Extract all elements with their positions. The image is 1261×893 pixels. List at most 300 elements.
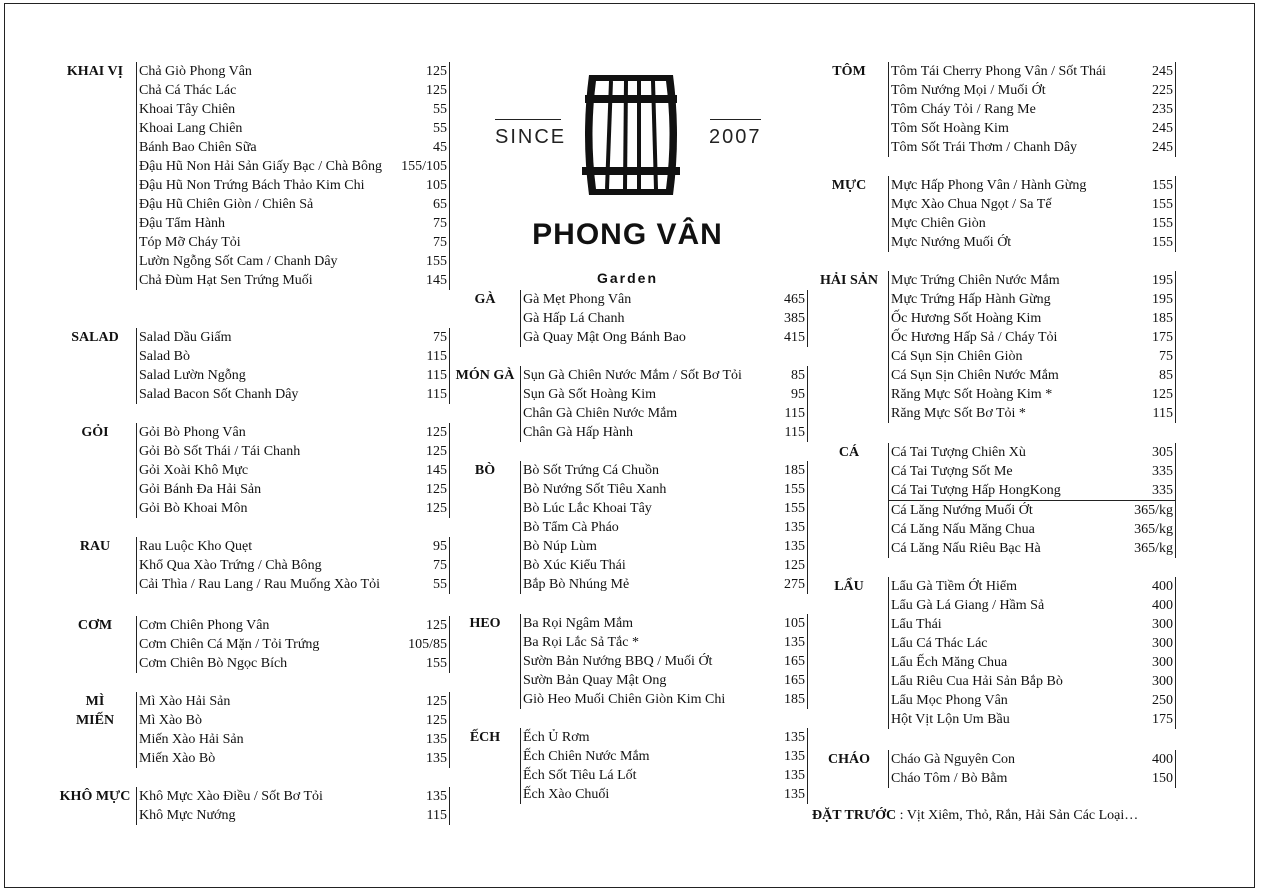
menu-item-name: Bò Núp Lùm	[523, 539, 597, 554]
menu-item-name: Đậu Hũ Chiên Giòn / Chiên Sả	[139, 197, 314, 212]
menu-item	[137, 157, 449, 176]
menu-item	[137, 252, 449, 271]
menu-item-price: 135	[426, 751, 447, 766]
menu-item-name: Cải Thìa / Rau Lang / Rau Muống Xào Tỏi	[139, 577, 380, 592]
section-items	[888, 176, 1176, 252]
menu-item	[137, 749, 449, 768]
menu-item-price: 465	[784, 292, 805, 307]
section-title-line: HEO	[469, 616, 501, 631]
menu-item	[137, 616, 449, 635]
section-title-line: GÀ	[474, 292, 496, 307]
menu-item-name: Lườn Ngỗng Sốt Cam / Chanh Dây	[139, 254, 338, 269]
menu-item	[521, 404, 807, 423]
menu-item-name: Cá Lăng Nướng Muối Ớt	[891, 503, 1033, 518]
section-title	[452, 366, 518, 385]
menu-item-name: Mực Chiên Giòn	[891, 216, 986, 231]
menu-item-name: Tôm Nướng Mọi / Muối Ớt	[891, 83, 1046, 98]
menu-item-price: 125	[426, 713, 447, 728]
section-items	[520, 366, 808, 442]
menu-item-name: Mực Trứng Chiên Nước Mắm	[891, 273, 1060, 288]
menu-item	[889, 443, 1175, 462]
menu-item-name: Răng Mực Sốt Hoàng Kim *	[891, 387, 1053, 402]
menu-item-price: 415	[784, 330, 805, 345]
menu-item-price: 225	[1152, 83, 1173, 98]
menu-item	[521, 328, 807, 347]
menu-item	[889, 404, 1175, 423]
section-title-line: KHÔ MỰC	[59, 789, 131, 804]
menu-item	[889, 328, 1175, 347]
menu-item	[137, 499, 449, 518]
menu-item-name: Salad Bacon Sốt Chanh Dây	[139, 387, 299, 402]
section-title	[54, 616, 136, 635]
menu-item-price: 125	[426, 501, 447, 516]
menu-item	[137, 62, 449, 81]
menu-item-price: 45	[433, 140, 447, 155]
section-items	[520, 728, 808, 804]
menu-item-price: 135	[784, 635, 805, 650]
menu-item	[137, 442, 449, 461]
menu-item-name: Hột Vịt Lộn Um Bầu	[891, 712, 1010, 727]
menu-item-price: 245	[1152, 121, 1173, 136]
menu-item-price: 135	[426, 789, 447, 804]
menu-item-price: 195	[1152, 273, 1173, 288]
menu-item	[889, 214, 1175, 233]
menu-item	[521, 575, 807, 594]
section-items	[888, 443, 1176, 558]
section-title	[54, 537, 136, 556]
menu-item-price: 300	[1152, 674, 1173, 689]
section-title	[810, 271, 888, 290]
menu-item	[889, 271, 1175, 290]
menu-item-price: 300	[1152, 617, 1173, 632]
menu-item	[521, 652, 807, 671]
menu-item-price: 55	[433, 102, 447, 117]
menu-item-price: 305	[1152, 445, 1173, 460]
menu-item-price: 125	[1152, 387, 1173, 402]
menu-item	[521, 480, 807, 499]
menu-item	[137, 366, 449, 385]
menu-item	[137, 81, 449, 100]
menu-item-name: Bò Xúc Kiểu Thái	[523, 558, 626, 573]
section-items	[136, 787, 450, 825]
menu-item-price: 155	[426, 254, 447, 269]
menu-item-name: Ếch Ủ Rơm	[523, 730, 590, 745]
menu-item-name: Ếch Sốt Tiêu Lá Lốt	[523, 768, 637, 783]
section-items	[136, 423, 450, 518]
menu-item	[137, 119, 449, 138]
menu-item-name: Salad Bò	[139, 349, 190, 364]
menu-item	[521, 556, 807, 575]
menu-item-name: Ếch Chiên Nước Mắm	[523, 749, 650, 764]
preorder-note	[812, 808, 1138, 824]
menu-item-price: 75	[433, 216, 447, 231]
menu-item	[889, 290, 1175, 309]
menu-item-name: Lẩu Gà Lá Giang / Hầm Sả	[891, 598, 1045, 613]
menu-item	[137, 806, 449, 825]
menu-item-name: Gỏi Xoài Khô Mực	[139, 463, 249, 478]
menu-item-name: Salad Dầu Giấm	[139, 330, 232, 345]
menu-item	[521, 423, 807, 442]
menu-item-price: 115	[426, 368, 447, 383]
menu-item-price: 155	[1152, 178, 1173, 193]
section-title	[810, 62, 888, 81]
menu-item-name: Đậu Hũ Non Trứng Bách Thảo Kim Chi	[139, 178, 365, 193]
menu-item-price: 135	[426, 732, 447, 747]
menu-item-name: Bắp Bò Nhúng Mẻ	[523, 577, 630, 592]
menu-item-price: 145	[426, 273, 447, 288]
menu-item	[521, 690, 807, 709]
menu-item-name: Rau Luộc Kho Quẹt	[139, 539, 253, 554]
menu-item-price: 400	[1152, 752, 1173, 767]
menu-item-price: 335	[1152, 464, 1173, 479]
section-title	[452, 728, 518, 747]
menu-item-price: 55	[433, 577, 447, 592]
menu-item	[889, 309, 1175, 328]
menu-item	[137, 635, 449, 654]
menu-item	[889, 347, 1175, 366]
logo-year: 2007	[709, 126, 762, 148]
menu-item-name: Chân Gà Hấp Hành	[523, 425, 634, 440]
menu-item-price: 135	[784, 730, 805, 745]
menu-item-price: 115	[426, 808, 447, 823]
menu-item-price: 175	[1152, 712, 1173, 727]
menu-item-price: 85	[791, 368, 805, 383]
menu-item	[137, 176, 449, 195]
menu-item-price: 125	[426, 618, 447, 633]
menu-item-price: 75	[433, 558, 447, 573]
menu-item-price: 135	[784, 520, 805, 535]
menu-item-name: Chả Giò Phong Vân	[139, 64, 252, 79]
menu-item-price: 95	[433, 539, 447, 554]
section-title	[54, 787, 136, 806]
menu-item	[521, 385, 807, 404]
menu-item	[521, 633, 807, 652]
menu-item-price: 115	[784, 425, 805, 440]
menu-item	[521, 785, 807, 804]
preorder-text: : Vịt Xiêm, Thỏ, Rắn, Hải Sản Các Loại…	[896, 808, 1139, 823]
section-title-line: CƠM	[77, 618, 113, 633]
menu-item	[137, 195, 449, 214]
menu-item	[521, 499, 807, 518]
menu-item	[889, 710, 1175, 729]
menu-item	[889, 634, 1175, 653]
menu-item	[889, 62, 1175, 81]
menu-item-name: Sụn Gà Chiên Nước Mắm / Sốt Bơ Tỏi	[523, 368, 742, 383]
menu-item-price: 125	[426, 444, 447, 459]
menu-item-name: Ba Rọi Ngâm Mắm	[523, 616, 634, 631]
menu-item-name: Tôm Sốt Hoàng Kim	[891, 121, 1009, 136]
menu-item	[137, 423, 449, 442]
menu-item-name: Lẩu Ếch Măng Chua	[891, 655, 1008, 670]
menu-item	[889, 539, 1175, 558]
menu-item	[137, 654, 449, 673]
menu-item-price: 155	[1152, 216, 1173, 231]
menu-item-price: 365/kg	[1134, 522, 1173, 537]
menu-item	[889, 750, 1175, 769]
section-title	[810, 750, 888, 769]
menu-item-price: 75	[433, 330, 447, 345]
menu-item-price: 155	[426, 656, 447, 671]
menu-item-price: 365/kg	[1134, 541, 1173, 556]
section-title-line: RAU	[79, 539, 111, 554]
menu-item	[889, 769, 1175, 788]
menu-item-name: Tôm Sốt Trái Thơm / Chanh Dây	[891, 140, 1078, 155]
menu-item-price: 125	[426, 482, 447, 497]
menu-item-name: Mực Hấp Phong Vân / Hành Gừng	[891, 178, 1087, 193]
menu-item-name: Cá Tai Tượng Hấp HongKong	[891, 483, 1061, 498]
menu-item-name: Ba Rọi Lắc Sả Tắc *	[523, 635, 639, 650]
menu-item-name: Bò Lúc Lắc Khoai Tây	[523, 501, 652, 516]
logo-since: SINCE	[495, 126, 567, 148]
section-title-line: LẨU	[834, 579, 864, 594]
menu-item-name: Bò Sốt Trứng Cá Chuồn	[523, 463, 659, 478]
menu-item-name: Lẩu Thái	[891, 617, 942, 632]
menu-item	[889, 233, 1175, 252]
menu-item	[521, 309, 807, 328]
menu-item	[521, 728, 807, 747]
menu-item	[137, 100, 449, 119]
section-items	[136, 616, 450, 673]
menu-item	[889, 501, 1175, 520]
menu-item	[137, 385, 449, 404]
menu-item-name: Miến Xào Hải Sản	[139, 732, 244, 747]
section-items	[136, 328, 450, 404]
menu-item	[521, 766, 807, 785]
menu-item-price: 400	[1152, 598, 1173, 613]
menu-item-name: Gà Mẹt Phong Vân	[523, 292, 632, 307]
menu-item-price: 300	[1152, 655, 1173, 670]
section-items	[520, 461, 808, 594]
menu-item-name: Ốc Hương Hấp Sả / Cháy Tỏi	[891, 330, 1058, 345]
menu-item-name: Ếch Xào Chuối	[523, 787, 610, 802]
menu-item	[137, 711, 449, 730]
menu-item-name: Sườn Bản Nướng BBQ / Muối Ớt	[523, 654, 713, 669]
section-title	[54, 692, 136, 730]
menu-item-name: Bò Tẩm Cà Pháo	[523, 520, 619, 535]
menu-item-price: 185	[1152, 311, 1173, 326]
menu-item	[137, 214, 449, 233]
menu-item	[889, 672, 1175, 691]
menu-item-price: 155	[1152, 197, 1173, 212]
menu-item-price: 135	[784, 768, 805, 783]
menu-item	[137, 480, 449, 499]
menu-item-price: 155/105	[401, 159, 447, 174]
menu-item-name: Giò Heo Muối Chiên Giòn Kim Chi	[523, 692, 726, 707]
menu-item-name: Cháo Gà Nguyên Con	[891, 752, 1016, 767]
brand-subtitle: Garden	[596, 270, 658, 286]
menu-item-name: Chân Gà Chiên Nước Mắm	[523, 406, 678, 421]
section-title-line: HẢI SẢN	[820, 273, 878, 288]
menu-item-price: 125	[426, 64, 447, 79]
menu-item-name: Mực Xào Chua Ngọt / Sa Tế	[891, 197, 1052, 212]
section-title-line: MIẾN	[75, 713, 115, 728]
menu-item-price: 155	[784, 482, 805, 497]
menu-item	[521, 366, 807, 385]
menu-item-name: Tôm Cháy Tỏi / Rang Me	[891, 102, 1036, 117]
menu-item	[889, 81, 1175, 100]
logo-rule-right	[710, 119, 761, 120]
menu-item-price: 385	[784, 311, 805, 326]
section-title-line: CÁ	[838, 445, 860, 460]
menu-item-price: 185	[784, 463, 805, 478]
menu-item-price: 155	[1152, 235, 1173, 250]
menu-item-price: 105	[426, 178, 447, 193]
menu-item-name: Gà Hấp Lá Chanh	[523, 311, 625, 326]
menu-item-name: Lẩu Riêu Cua Hải Sản Bắp Bò	[891, 674, 1063, 689]
section-title	[810, 577, 888, 596]
section-items	[888, 750, 1176, 788]
menu-item-name: Đậu Tẩm Hành	[139, 216, 226, 231]
menu-item	[137, 233, 449, 252]
menu-item-name: Cá Lăng Nấu Măng Chua	[891, 522, 1035, 537]
menu-item-price: 115	[426, 387, 447, 402]
menu-item-name: Gỏi Bánh Đa Hải Sản	[139, 482, 262, 497]
menu-item-price: 155	[784, 501, 805, 516]
section-items	[888, 271, 1176, 423]
menu-item-name: Khoai Tây Chiên	[139, 102, 236, 117]
section-title-line: MỰC	[831, 178, 867, 193]
section-items	[520, 290, 808, 347]
menu-item-name: Cá Sụn Sịn Chiên Giòn	[891, 349, 1023, 364]
menu-item-price: 55	[433, 121, 447, 136]
brand-name: PHONG VÂN	[532, 218, 723, 251]
menu-item-name: Mì Xào Hải Sản	[139, 694, 231, 709]
menu-item-price: 125	[426, 694, 447, 709]
section-items	[136, 692, 450, 768]
menu-item-price: 165	[784, 654, 805, 669]
menu-item-price: 150	[1152, 771, 1173, 786]
menu-item	[521, 461, 807, 480]
menu-item-price: 135	[784, 539, 805, 554]
menu-item	[137, 328, 449, 347]
menu-item	[137, 730, 449, 749]
barrel-icon	[579, 71, 683, 199]
menu-item-name: Khô Mực Xào Điều / Sốt Bơ Tỏi	[139, 789, 323, 804]
menu-item-name: Cơm Chiên Bò Ngọc Bích	[139, 656, 288, 671]
menu-item-price: 65	[433, 197, 447, 212]
section-items	[888, 62, 1176, 157]
menu-item-price: 335	[1152, 483, 1173, 498]
section-items	[520, 614, 808, 709]
menu-item	[521, 614, 807, 633]
menu-item	[521, 537, 807, 556]
menu-item-name: Gỏi Bò Phong Vân	[139, 425, 246, 440]
menu-item	[889, 176, 1175, 195]
menu-item-price: 115	[426, 349, 447, 364]
menu-item	[137, 556, 449, 575]
menu-item-name: Khổ Qua Xào Trứng / Chà Bông	[139, 558, 322, 573]
menu-item	[889, 691, 1175, 710]
menu-item-name: Cơm Chiên Phong Vân	[139, 618, 270, 633]
menu-item-price: 125	[426, 83, 447, 98]
menu-item-price: 135	[784, 749, 805, 764]
section-title-line: TÔM	[832, 64, 866, 79]
menu-item-name: Tóp Mỡ Cháy Tỏi	[139, 235, 241, 250]
menu-item	[137, 271, 449, 290]
menu-item-price: 85	[1159, 368, 1173, 383]
menu-item-price: 300	[1152, 636, 1173, 651]
menu-item-price: 135	[784, 787, 805, 802]
menu-item-name: Chả Đùm Hạt Sen Trứng Muối	[139, 273, 313, 288]
menu-item	[889, 366, 1175, 385]
menu-item-name: Bò Nướng Sốt Tiêu Xanh	[523, 482, 667, 497]
menu-item	[521, 671, 807, 690]
menu-item	[137, 575, 449, 594]
menu-item-name: Đậu Hũ Non Hải Sản Giấy Bạc / Chà Bông	[139, 159, 383, 174]
menu-item-price: 175	[1152, 330, 1173, 345]
section-items	[136, 537, 450, 594]
menu-item	[521, 518, 807, 537]
menu-item	[137, 537, 449, 556]
menu-item-name: Mực Trứng Hấp Hành Gừng	[891, 292, 1051, 307]
menu-item-price: 145	[426, 463, 447, 478]
menu-item-name: Bánh Bao Chiên Sữa	[139, 140, 257, 155]
menu-item-name: Lẩu Cá Thác Lác	[891, 636, 988, 651]
section-title-line: BÒ	[474, 463, 496, 478]
menu-item	[521, 747, 807, 766]
menu-item	[137, 138, 449, 157]
section-title-line: MÌ	[85, 694, 105, 709]
menu-item-price: 95	[791, 387, 805, 402]
menu-item	[889, 100, 1175, 119]
menu-item-name: Cá Tai Tượng Sốt Me	[891, 464, 1013, 479]
menu-item-price: 125	[426, 425, 447, 440]
menu-item-price: 235	[1152, 102, 1173, 117]
menu-item	[137, 787, 449, 806]
menu-item-price: 195	[1152, 292, 1173, 307]
section-title	[54, 423, 136, 442]
menu-item	[889, 481, 1175, 501]
menu-item	[137, 692, 449, 711]
preorder-label: ĐẶT TRƯỚC	[812, 808, 897, 823]
menu-item-name: Salad Lườn Ngỗng	[139, 368, 246, 383]
menu-item-name: Cá Sụn Sịn Chiên Nước Mắm	[891, 368, 1059, 383]
menu-item-name: Gà Quay Mật Ong Bánh Bao	[523, 330, 686, 345]
menu-item-name: Mì Xào Bò	[139, 713, 202, 728]
section-title-line: CHÁO	[828, 752, 870, 767]
section-title-line: MÓN GÀ	[455, 368, 515, 383]
menu-item-name: Miến Xào Bò	[139, 751, 216, 766]
menu-item-price: 165	[784, 673, 805, 688]
menu-item-price: 245	[1152, 64, 1173, 79]
restaurant-logo	[455, 68, 800, 293]
menu-item-price: 115	[784, 406, 805, 421]
menu-item	[889, 596, 1175, 615]
menu-item-name: Lẩu Gà Tiềm Ớt Hiểm	[891, 579, 1017, 594]
section-title	[452, 461, 518, 480]
section-items	[888, 577, 1176, 729]
menu-item	[137, 347, 449, 366]
menu-item	[889, 615, 1175, 634]
menu-item	[889, 653, 1175, 672]
menu-item-name: Cháo Tôm / Bò Bằm	[891, 771, 1008, 786]
menu-item-price: 75	[1159, 349, 1173, 364]
menu-item	[889, 577, 1175, 596]
menu-item-price: 115	[1152, 406, 1173, 421]
menu-item-name: Cơm Chiên Cá Mặn / Tỏi Trứng	[139, 637, 320, 652]
menu-item-name: Sụn Gà Sốt Hoàng Kim	[523, 387, 656, 402]
menu-item-name: Tôm Tái Cherry Phong Vân / Sốt Thái	[891, 64, 1107, 79]
menu-item-price: 250	[1152, 693, 1173, 708]
logo-rule-left	[495, 119, 561, 120]
menu-item-name: Cá Tai Tượng Chiên Xù	[891, 445, 1026, 460]
menu-item-name: Gỏi Bò Khoai Môn	[139, 501, 248, 516]
section-title	[54, 328, 136, 347]
menu-item	[889, 119, 1175, 138]
menu-item-name: Khô Mực Nướng	[139, 808, 236, 823]
menu-item-price: 105/85	[408, 637, 447, 652]
menu-item-price: 75	[433, 235, 447, 250]
